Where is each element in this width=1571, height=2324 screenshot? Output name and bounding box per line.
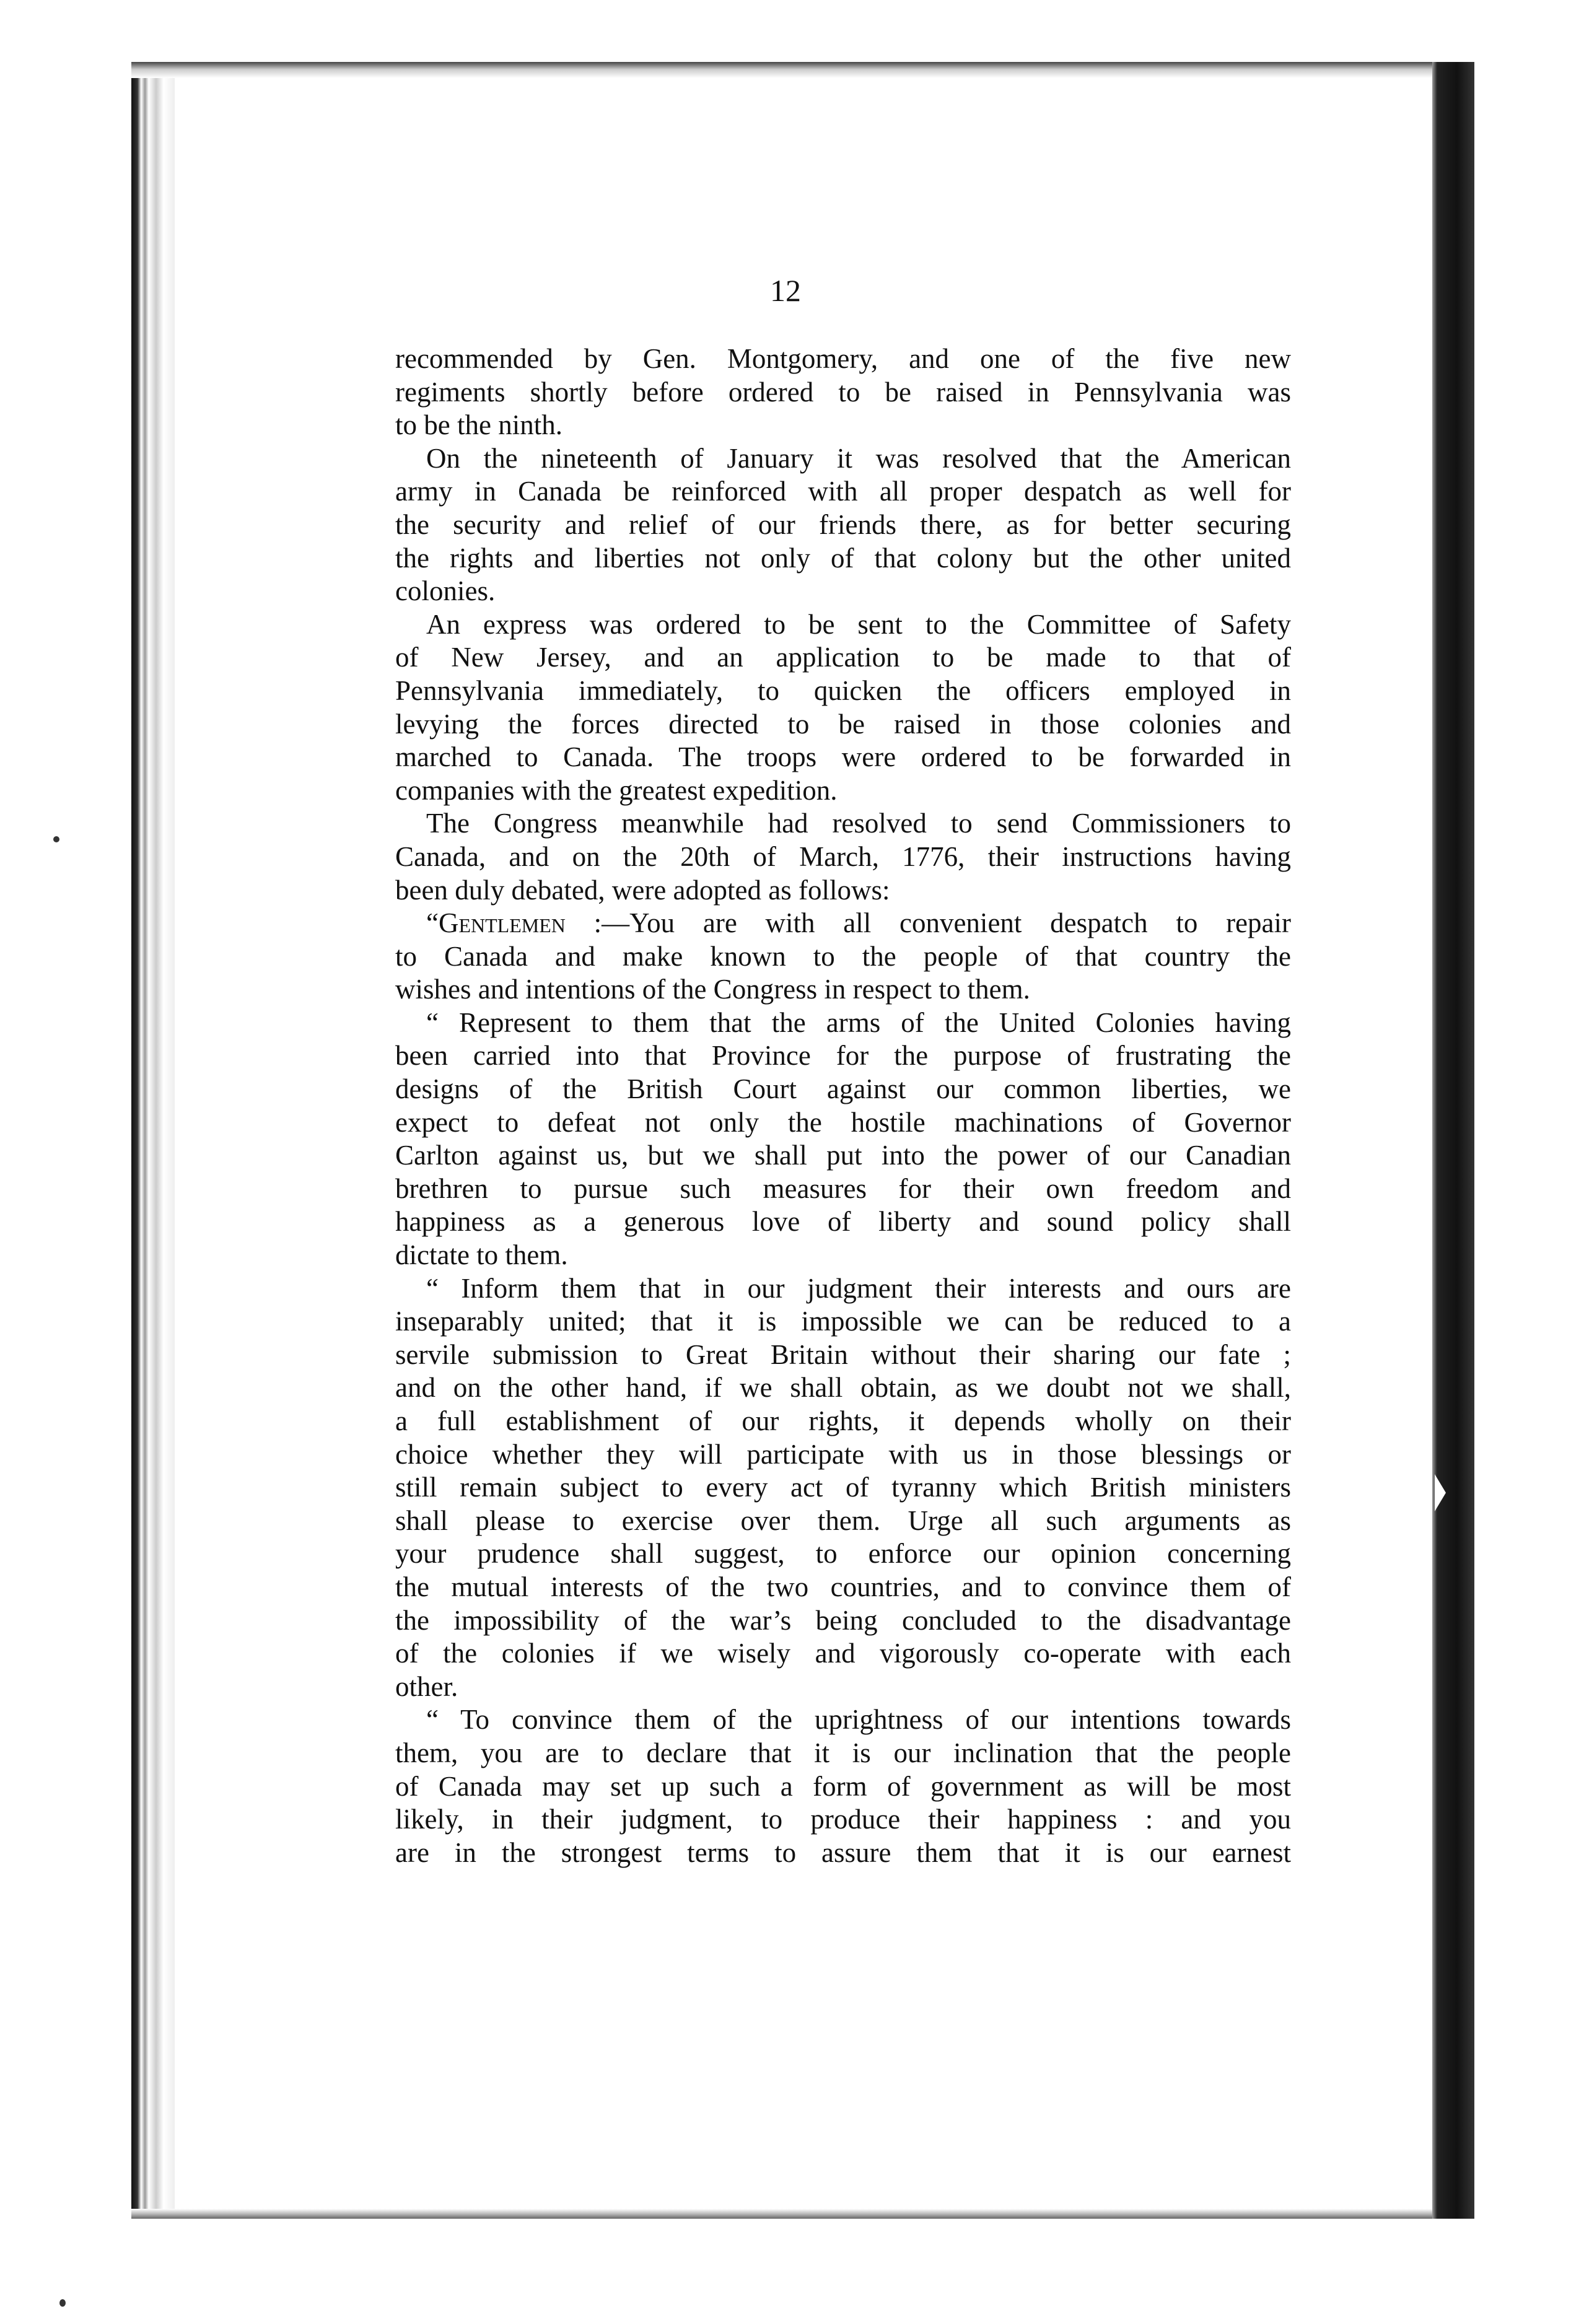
text-line: recommended by Gen. Montgomery, and one of the five new [395,343,1291,374]
text-line: Canada, and on the 20th of March, 1776, their instructions having [395,841,1291,872]
text-line: choice whether they will participate with us in those blessings or [395,1438,1291,1470]
text-line: them, you are to declare that it is our inclination that the people [395,1737,1291,1768]
text-line: dictate to them. [395,1239,568,1271]
text-line: marched to Canada. The troops were ordered to be forwarded in [395,741,1291,773]
body-text [395,343,1291,1869]
text-line: your prudence shall suggest, to enforce our opinion concerning [395,1538,1291,1570]
text-line: levying the forces directed to be raised in those colonies and [395,708,1291,740]
text-line: An express was ordered to be sent to the Committee of Safety [426,608,1291,640]
text-line: The Congress meanwhile had resolved to send Commissioners to [426,808,1291,839]
text-line: “ Inform them that in our judgment their interests and ours are [426,1272,1291,1304]
text-line: other. [395,1671,458,1702]
page-number: 12 [770,273,801,308]
text-line: the security and relief of our friends there, as for better securing [395,509,1291,540]
text-line: shall please to exercise over them. Urge all such arguments as [395,1505,1291,1536]
text-line: the mutual interests of the two countries, and to convince them of [395,1571,1291,1602]
text-line: “ Represent to them that the arms of the United Colonies having [426,1007,1291,1038]
text-line: of Canada may set up such a form of government as will be most [395,1770,1291,1802]
text-line: happiness as a generous love of liberty and sound policy shall [395,1206,1291,1238]
text-line: are in the strongest terms to assure them that it is our earnest [395,1837,1291,1868]
text-line: servile submission to Great Britain without their sharing our fate ; [395,1339,1291,1370]
text-line: the impossibility of the war’s being concluded to the disadvantage [395,1604,1291,1636]
text-line: still remain subject to every act of tyranny which British ministers [395,1472,1291,1503]
text-line: to Canada and make known to the people of that country the [395,940,1291,972]
text-line: expect to defeat not only the hostile machinations of Governor [395,1106,1291,1138]
text-line: to be the ninth. [395,409,562,441]
text-line-salutation: “Gentlemen :—You are with all convenient despatch to repair [426,907,1291,939]
text-line: and on the other hand, if we shall obtain, as we doubt not we shall, [395,1372,1291,1404]
text-line: of the colonies if we wisely and vigorously co-operate with each [395,1638,1291,1669]
text-line: wishes and intentions of the Congress in respect to them. [395,974,1030,1005]
text-line: designs of the British Court against our common liberties, we [395,1073,1291,1105]
text-line: the rights and liberties not only of that colony but the other united [395,542,1291,574]
text-line: Pennsylvania immediately, to quicken the officers employed in [395,675,1291,706]
text-line: inseparably united; that it is impossible we can be reduced to a [395,1306,1291,1337]
text-line: of New Jersey, and an application to be made to that of [395,642,1291,673]
text-line: “ To convince them of the uprightness of our intentions towards [426,1704,1291,1736]
text-line: a full establishment of our rights, it depends wholly on their [395,1405,1291,1436]
text-line: been duly debated, were adopted as follows: [395,874,890,906]
text-line: companies with the greatest expedition. [395,774,838,806]
text-line: colonies. [395,575,496,607]
text-line: likely, in their judgment, to produce their happiness : and you [395,1804,1291,1835]
text-line: army in Canada be reinforced with all proper despatch as well for [395,476,1291,507]
text-line: been carried into that Province for the purpose of frustrating the [395,1040,1291,1072]
text-line: regiments shortly before ordered to be raised in Pennsylvania was [395,376,1291,408]
text-line: On the nineteenth of January it was resolved that the American [426,442,1291,474]
text-line: Carlton against us, but we shall put into the power of our Canadian [395,1140,1291,1171]
text-line: brethren to pursue such measures for their own freedom and [395,1173,1291,1204]
